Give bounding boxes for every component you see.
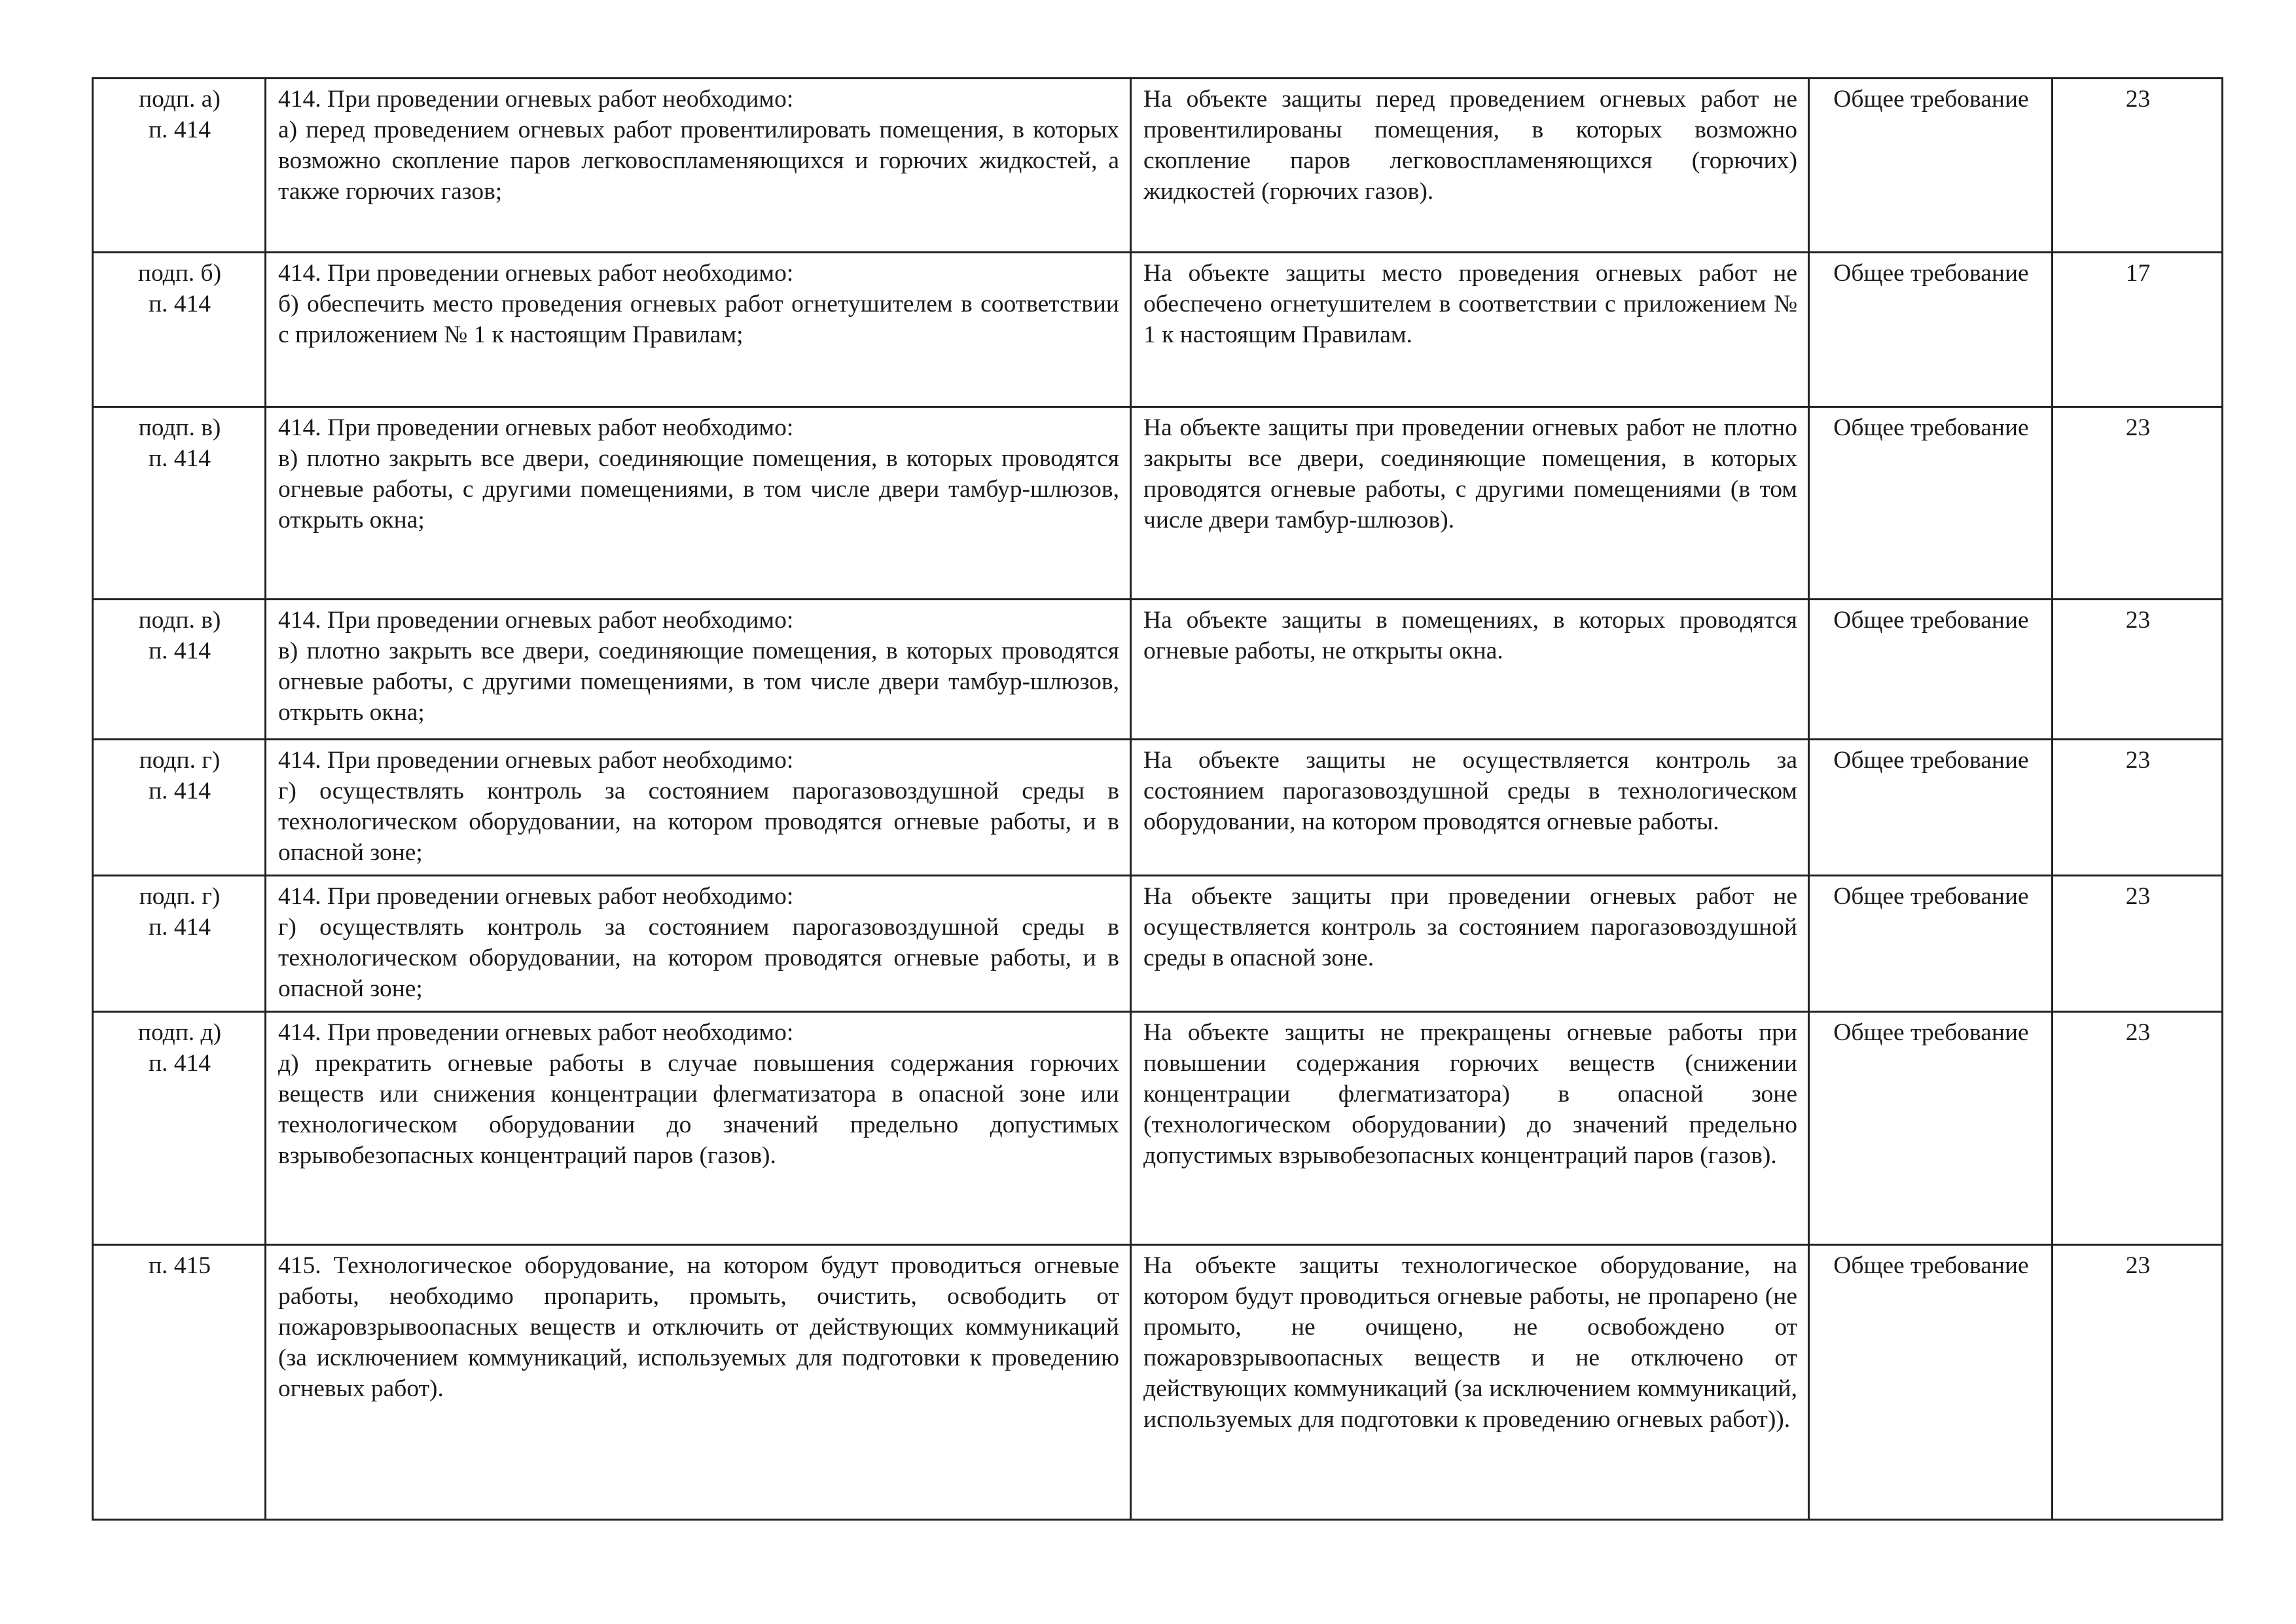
requirement-heading: 414. При проведении огневых работ необходимо: — [278, 260, 794, 287]
number-cell: 17 — [2053, 253, 2223, 407]
sub-point-ref: подп. г) — [139, 747, 221, 774]
requirement-text: в) плотно закрыть все двери, соединяющие помещения, в которых проводятся огневые работы, с другими помещениями, в том числе двери тамбур-шлюзов, открыть окна; — [278, 638, 1119, 726]
reference-cell — [93, 600, 266, 740]
requirement-type-cell: Общее требование — [1809, 407, 2053, 600]
requirement-cell — [266, 253, 1131, 407]
requirement-type-cell: Общее требование — [1809, 1012, 2053, 1245]
requirement-cell — [266, 407, 1131, 600]
requirement-text: в) плотно закрыть все двери, соединяющие помещения, в которых проводятся огневые работы, с другими помещениями, в том числе двери тамбур-шлюзов, открыть окна; — [278, 445, 1119, 533]
sub-point-ref: подп. а) — [139, 86, 221, 113]
requirement-cell — [266, 740, 1131, 876]
point-ref: п. 414 — [148, 445, 211, 472]
table-row — [93, 876, 2223, 1012]
requirement-cell — [266, 1245, 1131, 1520]
reference-cell — [93, 1245, 266, 1520]
reference-cell — [93, 876, 266, 1012]
requirement-heading: 414. При проведении огневых работ необходимо: — [278, 883, 794, 910]
violation-cell: На объекте защиты перед проведением огневых работ не провентилированы помещения, в которых возможно скопление паров легковоспламеняющихся (горючих) жидкостей (горючих газов). — [1131, 79, 1809, 253]
point-ref: п. 414 — [148, 291, 211, 317]
number-cell: 23 — [2053, 407, 2223, 600]
point-ref: п. 414 — [148, 778, 211, 804]
requirement-type-cell: Общее требование — [1809, 600, 2053, 740]
table-row — [93, 1012, 2223, 1245]
requirement-cell — [266, 1012, 1131, 1245]
requirement-type-cell: Общее требование — [1809, 876, 2053, 1012]
requirement-heading: 414. При проведении огневых работ необходимо: — [278, 86, 794, 113]
requirement-heading: 414. При проведении огневых работ необходимо: — [278, 1019, 794, 1046]
sub-point-ref: подп. б) — [137, 260, 222, 287]
sub-point-ref: подп. г) — [139, 883, 221, 910]
number-cell: 23 — [2053, 876, 2223, 1012]
table-row — [93, 407, 2223, 600]
reference-cell — [93, 79, 266, 253]
point-ref: п. 415 — [148, 1252, 211, 1279]
reference-cell — [93, 253, 266, 407]
violation-cell: На объекте защиты при проведении огневых работ не осуществляется контроль за состоянием парогазовоздушной среды в опасной зоне. — [1131, 876, 1809, 1012]
requirement-text: б) обеспечить место проведения огневых работ огнетушителем в соответствии с приложением № 1 к настоящим Правилам; — [278, 291, 1119, 348]
table-row — [93, 253, 2223, 407]
requirement-cell — [266, 876, 1131, 1012]
requirement-cell — [266, 600, 1131, 740]
requirement-type-cell: Общее требование — [1809, 79, 2053, 253]
point-ref: п. 414 — [148, 117, 211, 143]
violation-cell: На объекте защиты место проведения огневых работ не обеспечено огнетушителем в соответствии с приложением № 1 к настоящим Правилам. — [1131, 253, 1809, 407]
sub-point-ref: подп. в) — [138, 414, 221, 441]
violation-cell: На объекте защиты не осуществляется контроль за состоянием парогазовоздушной среды в технологическом оборудовании, на котором проводятся огневые работы. — [1131, 740, 1809, 876]
requirement-type-cell: Общее требование — [1809, 740, 2053, 876]
number-cell: 23 — [2053, 1245, 2223, 1520]
reference-cell — [93, 740, 266, 876]
sub-point-ref: подп. в) — [138, 607, 221, 634]
requirement-heading: 414. При проведении огневых работ необходимо: — [278, 607, 794, 634]
requirement-heading: 414. При проведении огневых работ необходимо: — [278, 414, 794, 441]
requirement-type-cell: Общее требование — [1809, 1245, 2053, 1520]
violation-cell: На объекте защиты не прекращены огневые работы при повышении содержания горючих веществ (снижении концентрации флегматизатора) в опасной зоне (технологическом оборудовании) до значений предельно допустимых взрывобезопасных концентраций паров (газов). — [1131, 1012, 1809, 1245]
number-cell: 23 — [2053, 740, 2223, 876]
reference-cell — [93, 1012, 266, 1245]
requirement-text: д) прекратить огневые работы в случае повышения содержания горючих веществ или снижения концентрации флегматизатора в опасной зоне или технологическом оборудовании до значений предельно допустимых взрывобезопасных концентраций паров (газов). — [278, 1050, 1119, 1169]
requirement-text: г) осуществлять контроль за состоянием парогазовоздушной среды в технологическом оборудовании, на котором проводятся огневые работы, и в опасной зоне; — [278, 914, 1119, 1002]
requirement-type-cell: Общее требование — [1809, 253, 2053, 407]
requirement-text: г) осуществлять контроль за состоянием парогазовоздушной среды в технологическом оборудовании, на котором проводятся огневые работы, и в опасной зоне; — [278, 778, 1119, 866]
requirement-text: 415. Технологическое оборудование, на котором будут проводиться огневые работы, необходимо пропарить, промыть, очистить, освободить от пожаровзрывоопасных веществ и отключить от действующих коммуникаций (за исключением коммуникаций, используемых для подготовки к проведению огневых работ). — [278, 1252, 1119, 1402]
number-cell: 23 — [2053, 1012, 2223, 1245]
number-cell: 23 — [2053, 600, 2223, 740]
point-ref: п. 414 — [148, 1050, 211, 1077]
violation-cell: На объекте защиты технологическое оборудование, на котором будут проводиться огневые работы, не пропарено (не промыто, не очищено, не освобождено от пожаровзрывоопасных веществ и не отключено от действующих коммуникаций (за исключением коммуникаций, используемых для подготовки к проведению огневых работ)). — [1131, 1245, 1809, 1520]
point-ref: п. 414 — [148, 914, 211, 941]
requirement-text: а) перед проведением огневых работ провентилировать помещения, в которых возможно скопление паров легковоспламеняющихся и горючих жидкостей, а также горючих газов; — [278, 117, 1119, 205]
requirements-table — [92, 77, 2223, 1521]
table-row — [93, 740, 2223, 876]
violation-cell: На объекте защиты в помещениях, в которых проводятся огневые работы, не открыты окна. — [1131, 600, 1809, 740]
table-row — [93, 79, 2223, 253]
reference-cell — [93, 407, 266, 600]
sub-point-ref: подп. д) — [137, 1019, 222, 1046]
table-row — [93, 600, 2223, 740]
requirement-cell — [266, 79, 1131, 253]
point-ref: п. 414 — [148, 638, 211, 664]
violation-cell: На объекте защиты при проведении огневых работ не плотно закрыты все двери, соединяющие помещения, в которых проводятся огневые работы, с другими помещениями (в том числе двери тамбур-шлюзов). — [1131, 407, 1809, 600]
number-cell: 23 — [2053, 79, 2223, 253]
table-row — [93, 1245, 2223, 1520]
requirement-heading: 414. При проведении огневых работ необходимо: — [278, 747, 794, 774]
